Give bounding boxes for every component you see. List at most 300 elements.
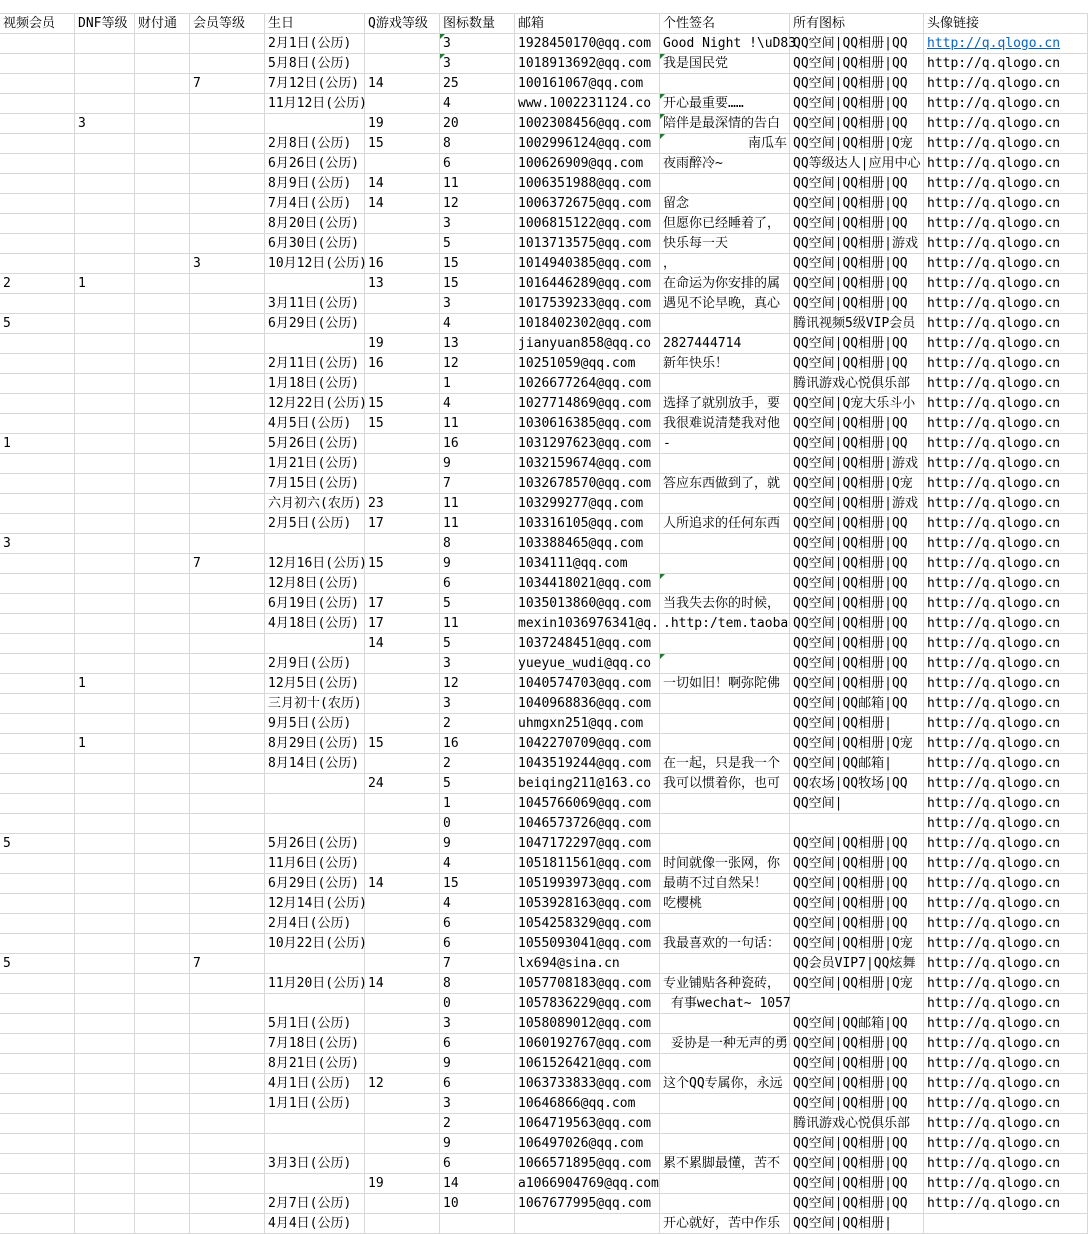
cell-birthday[interactable] [265, 514, 365, 534]
cell-birthday[interactable] [265, 854, 365, 874]
cell-avatar_link[interactable] [924, 974, 1088, 994]
cell-email[interactable] [515, 394, 660, 414]
cell-qgame_level[interactable] [365, 1154, 440, 1174]
cell-tenpay[interactable] [135, 754, 190, 774]
cell-video_member[interactable] [0, 1194, 75, 1214]
cell-video_member[interactable] [0, 1034, 75, 1054]
cell-member_level[interactable] [190, 834, 265, 854]
cell-qgame_level[interactable] [365, 554, 440, 574]
cell-video_member[interactable] [0, 574, 75, 594]
cell-birthday[interactable] [265, 214, 365, 234]
cell-email[interactable] [515, 1114, 660, 1134]
cell-birthday[interactable] [265, 194, 365, 214]
cell-member_level[interactable] [190, 414, 265, 434]
header-cell-qgame_level[interactable]: Q游戏等级 [365, 14, 440, 34]
cell-tenpay[interactable] [135, 894, 190, 914]
cell-tenpay[interactable] [135, 414, 190, 434]
cell-tenpay[interactable] [135, 54, 190, 74]
cell-icon_count[interactable] [440, 974, 515, 994]
cell-email[interactable] [515, 694, 660, 714]
cell-qgame_level[interactable] [365, 474, 440, 494]
cell-tenpay[interactable] [135, 194, 190, 214]
cell-email[interactable] [515, 1174, 660, 1194]
cell-member_level[interactable] [190, 994, 265, 1014]
cell-tenpay[interactable] [135, 314, 190, 334]
cell-tenpay[interactable] [135, 614, 190, 634]
cell-all_icons[interactable] [790, 54, 924, 74]
cell-qgame_level[interactable] [365, 194, 440, 214]
cell-member_level[interactable] [190, 594, 265, 614]
cell-avatar_link[interactable] [924, 514, 1088, 534]
cell-qgame_level[interactable] [365, 934, 440, 954]
cell-signature[interactable] [660, 314, 790, 334]
cell-birthday[interactable] [265, 334, 365, 354]
cell-all_icons[interactable] [790, 1114, 924, 1134]
cell-member_level[interactable] [190, 354, 265, 374]
cell-all_icons[interactable] [790, 434, 924, 454]
cell-member_level[interactable] [190, 654, 265, 674]
cell-all_icons[interactable] [790, 774, 924, 794]
cell-signature[interactable] [660, 734, 790, 754]
cell-avatar_link[interactable] [924, 194, 1088, 214]
cell-birthday[interactable] [265, 134, 365, 154]
cell-birthday[interactable] [265, 374, 365, 394]
cell-dnf_level[interactable] [75, 194, 135, 214]
cell-dnf_level[interactable] [75, 814, 135, 834]
cell-avatar_link[interactable] [924, 1114, 1088, 1134]
cell-email[interactable] [515, 914, 660, 934]
cell-dnf_level[interactable] [75, 1054, 135, 1074]
cell-video_member[interactable] [0, 134, 75, 154]
cell-signature[interactable] [660, 174, 790, 194]
cell-avatar_link[interactable] [924, 1014, 1088, 1034]
cell-tenpay[interactable] [135, 34, 190, 54]
cell-member_level[interactable] [190, 674, 265, 694]
cell-email[interactable] [515, 1034, 660, 1054]
cell-avatar_link[interactable] [924, 834, 1088, 854]
cell-avatar_link[interactable] [924, 674, 1088, 694]
cell-member_level[interactable] [190, 1094, 265, 1114]
cell-video_member[interactable] [0, 694, 75, 714]
cell-tenpay[interactable] [135, 694, 190, 714]
cell-icon_count[interactable] [440, 894, 515, 914]
cell-icon_count[interactable] [440, 234, 515, 254]
cell-dnf_level[interactable] [75, 94, 135, 114]
cell-avatar_link[interactable] [924, 794, 1088, 814]
cell-qgame_level[interactable] [365, 614, 440, 634]
cell-email[interactable] [515, 974, 660, 994]
cell-member_level[interactable] [190, 374, 265, 394]
cell-icon_count[interactable] [440, 994, 515, 1014]
header-cell-birthday[interactable]: 生日 [265, 14, 365, 34]
cell-signature[interactable] [660, 274, 790, 294]
cell-video_member[interactable] [0, 94, 75, 114]
cell-icon_count[interactable] [440, 274, 515, 294]
cell-birthday[interactable] [265, 834, 365, 854]
cell-icon_count[interactable] [440, 394, 515, 414]
cell-avatar_link[interactable] [924, 454, 1088, 474]
cell-video_member[interactable] [0, 734, 75, 754]
cell-avatar_link[interactable] [924, 814, 1088, 834]
cell-tenpay[interactable] [135, 1214, 190, 1234]
cell-member_level[interactable] [190, 1074, 265, 1094]
cell-email[interactable] [515, 154, 660, 174]
cell-dnf_level[interactable] [75, 374, 135, 394]
cell-dnf_level[interactable] [75, 354, 135, 374]
cell-dnf_level[interactable] [75, 574, 135, 594]
cell-email[interactable] [515, 554, 660, 574]
cell-qgame_level[interactable] [365, 1074, 440, 1094]
cell-qgame_level[interactable] [365, 894, 440, 914]
cell-email[interactable] [515, 1194, 660, 1214]
cell-email[interactable] [515, 1094, 660, 1114]
cell-qgame_level[interactable] [365, 1034, 440, 1054]
cell-avatar_link[interactable] [924, 174, 1088, 194]
cell-all_icons[interactable] [790, 694, 924, 714]
cell-member_level[interactable] [190, 1174, 265, 1194]
cell-video_member[interactable] [0, 774, 75, 794]
cell-birthday[interactable] [265, 714, 365, 734]
cell-birthday[interactable] [265, 894, 365, 914]
cell-avatar_link[interactable] [924, 534, 1088, 554]
cell-dnf_level[interactable] [75, 234, 135, 254]
cell-all_icons[interactable] [790, 274, 924, 294]
cell-birthday[interactable] [265, 394, 365, 414]
cell-tenpay[interactable] [135, 1134, 190, 1154]
cell-qgame_level[interactable] [365, 734, 440, 754]
cell-qgame_level[interactable] [365, 94, 440, 114]
cell-member_level[interactable] [190, 854, 265, 874]
cell-member_level[interactable] [190, 514, 265, 534]
header-cell-tenpay[interactable]: 财付通 [135, 14, 190, 34]
cell-video_member[interactable] [0, 494, 75, 514]
cell-qgame_level[interactable] [365, 1194, 440, 1214]
cell-icon_count[interactable] [440, 34, 515, 54]
cell-birthday[interactable] [265, 1114, 365, 1134]
cell-avatar_link[interactable] [924, 54, 1088, 74]
cell-video_member[interactable] [0, 894, 75, 914]
cell-avatar_link[interactable] [924, 254, 1088, 274]
avatar-hyperlink[interactable]: http://q.qlogo.cn [927, 36, 1061, 51]
cell-signature[interactable] [660, 1154, 790, 1174]
cell-all_icons[interactable] [790, 194, 924, 214]
cell-video_member[interactable] [0, 74, 75, 94]
cell-signature[interactable] [660, 634, 790, 654]
cell-signature[interactable] [660, 74, 790, 94]
cell-qgame_level[interactable] [365, 114, 440, 134]
cell-birthday[interactable] [265, 534, 365, 554]
cell-tenpay[interactable] [135, 214, 190, 234]
cell-dnf_level[interactable] [75, 954, 135, 974]
cell-all_icons[interactable] [790, 134, 924, 154]
cell-all_icons[interactable] [790, 74, 924, 94]
cell-all_icons[interactable] [790, 834, 924, 854]
cell-avatar_link[interactable] [924, 74, 1088, 94]
cell-qgame_level[interactable] [365, 454, 440, 474]
cell-email[interactable] [515, 34, 660, 54]
cell-qgame_level[interactable] [365, 174, 440, 194]
cell-email[interactable] [515, 514, 660, 534]
cell-dnf_level[interactable] [75, 854, 135, 874]
cell-avatar_link[interactable] [924, 734, 1088, 754]
cell-icon_count[interactable] [440, 134, 515, 154]
cell-tenpay[interactable] [135, 294, 190, 314]
cell-icon_count[interactable] [440, 1094, 515, 1114]
cell-all_icons[interactable] [790, 734, 924, 754]
cell-qgame_level[interactable] [365, 1134, 440, 1154]
cell-email[interactable] [515, 654, 660, 674]
cell-dnf_level[interactable] [75, 494, 135, 514]
cell-avatar_link[interactable] [924, 754, 1088, 774]
cell-signature[interactable] [660, 814, 790, 834]
cell-member_level[interactable] [190, 214, 265, 234]
cell-signature[interactable] [660, 1014, 790, 1034]
cell-signature[interactable] [660, 1174, 790, 1194]
cell-icon_count[interactable] [440, 714, 515, 734]
cell-signature[interactable] [660, 1194, 790, 1214]
cell-email[interactable] [515, 634, 660, 654]
cell-dnf_level[interactable] [75, 1094, 135, 1114]
cell-qgame_level[interactable] [365, 694, 440, 714]
cell-avatar_link[interactable] [924, 1134, 1088, 1154]
cell-all_icons[interactable] [790, 1094, 924, 1114]
cell-tenpay[interactable] [135, 1154, 190, 1174]
cell-video_member[interactable] [0, 714, 75, 734]
cell-signature[interactable] [660, 154, 790, 174]
cell-video_member[interactable] [0, 974, 75, 994]
cell-email[interactable] [515, 134, 660, 154]
cell-member_level[interactable] [190, 54, 265, 74]
cell-birthday[interactable] [265, 414, 365, 434]
cell-birthday[interactable] [265, 294, 365, 314]
cell-tenpay[interactable] [135, 374, 190, 394]
cell-dnf_level[interactable] [75, 74, 135, 94]
cell-birthday[interactable] [265, 1174, 365, 1194]
cell-signature[interactable] [660, 894, 790, 914]
cell-icon_count[interactable] [440, 1054, 515, 1074]
cell-icon_count[interactable] [440, 814, 515, 834]
cell-avatar_link[interactable] [924, 914, 1088, 934]
cell-member_level[interactable] [190, 1114, 265, 1134]
cell-avatar_link[interactable] [924, 314, 1088, 334]
cell-all_icons[interactable] [790, 314, 924, 334]
cell-video_member[interactable] [0, 194, 75, 214]
cell-email[interactable] [515, 894, 660, 914]
cell-dnf_level[interactable] [75, 1154, 135, 1174]
cell-member_level[interactable] [190, 1194, 265, 1214]
cell-all_icons[interactable] [790, 94, 924, 114]
cell-icon_count[interactable] [440, 374, 515, 394]
cell-email[interactable] [515, 74, 660, 94]
cell-all_icons[interactable] [790, 334, 924, 354]
cell-email[interactable] [515, 254, 660, 274]
cell-icon_count[interactable] [440, 1194, 515, 1214]
cell-avatar_link[interactable] [924, 1054, 1088, 1074]
cell-dnf_level[interactable] [75, 134, 135, 154]
cell-email[interactable] [515, 714, 660, 734]
cell-tenpay[interactable] [135, 794, 190, 814]
cell-all_icons[interactable] [790, 1134, 924, 1154]
cell-video_member[interactable] [0, 314, 75, 334]
cell-member_level[interactable] [190, 954, 265, 974]
cell-dnf_level[interactable] [75, 394, 135, 414]
cell-dnf_level[interactable] [75, 1194, 135, 1214]
cell-qgame_level[interactable] [365, 1054, 440, 1074]
cell-member_level[interactable] [190, 634, 265, 654]
cell-member_level[interactable] [190, 234, 265, 254]
cell-avatar_link[interactable] [924, 894, 1088, 914]
cell-video_member[interactable] [0, 854, 75, 874]
cell-qgame_level[interactable] [365, 914, 440, 934]
cell-signature[interactable] [660, 874, 790, 894]
cell-video_member[interactable] [0, 294, 75, 314]
cell-signature[interactable] [660, 294, 790, 314]
cell-video_member[interactable] [0, 1014, 75, 1034]
cell-birthday[interactable] [265, 594, 365, 614]
cell-video_member[interactable] [0, 374, 75, 394]
cell-signature[interactable] [660, 1134, 790, 1154]
cell-signature[interactable] [660, 434, 790, 454]
cell-all_icons[interactable] [790, 234, 924, 254]
cell-icon_count[interactable] [440, 154, 515, 174]
cell-icon_count[interactable] [440, 334, 515, 354]
cell-all_icons[interactable] [790, 634, 924, 654]
cell-icon_count[interactable] [440, 1134, 515, 1154]
cell-icon_count[interactable] [440, 454, 515, 474]
header-cell-signature[interactable]: 个性签名 [660, 14, 790, 34]
cell-member_level[interactable] [190, 814, 265, 834]
cell-video_member[interactable] [0, 1114, 75, 1134]
cell-all_icons[interactable] [790, 614, 924, 634]
cell-member_level[interactable] [190, 34, 265, 54]
cell-signature[interactable] [660, 1034, 790, 1054]
cell-icon_count[interactable] [440, 54, 515, 74]
cell-avatar_link[interactable] [924, 714, 1088, 734]
cell-tenpay[interactable] [135, 834, 190, 854]
cell-member_level[interactable] [190, 574, 265, 594]
cell-birthday[interactable] [265, 234, 365, 254]
cell-video_member[interactable] [0, 934, 75, 954]
cell-all_icons[interactable] [790, 34, 924, 54]
cell-avatar_link[interactable] [924, 414, 1088, 434]
cell-email[interactable] [515, 434, 660, 454]
cell-dnf_level[interactable] [75, 154, 135, 174]
cell-qgame_level[interactable] [365, 814, 440, 834]
cell-tenpay[interactable] [135, 474, 190, 494]
cell-member_level[interactable] [190, 1134, 265, 1154]
cell-video_member[interactable] [0, 634, 75, 654]
cell-email[interactable] [515, 294, 660, 314]
cell-birthday[interactable] [265, 634, 365, 654]
cell-icon_count[interactable] [440, 94, 515, 114]
cell-member_level[interactable] [190, 314, 265, 334]
cell-signature[interactable] [660, 214, 790, 234]
cell-dnf_level[interactable] [75, 734, 135, 754]
cell-signature[interactable] [660, 114, 790, 134]
cell-email[interactable] [515, 454, 660, 474]
cell-member_level[interactable] [190, 754, 265, 774]
cell-member_level[interactable] [190, 1054, 265, 1074]
cell-avatar_link[interactable] [924, 214, 1088, 234]
cell-tenpay[interactable] [135, 654, 190, 674]
cell-avatar_link[interactable] [924, 294, 1088, 314]
cell-dnf_level[interactable] [75, 314, 135, 334]
cell-birthday[interactable] [265, 114, 365, 134]
cell-email[interactable] [515, 1074, 660, 1094]
cell-all_icons[interactable] [790, 674, 924, 694]
cell-avatar_link[interactable] [924, 154, 1088, 174]
cell-signature[interactable] [660, 674, 790, 694]
cell-qgame_level[interactable] [365, 434, 440, 454]
cell-member_level[interactable] [190, 254, 265, 274]
cell-signature[interactable] [660, 654, 790, 674]
cell-dnf_level[interactable] [75, 334, 135, 354]
cell-tenpay[interactable] [135, 534, 190, 554]
cell-all_icons[interactable] [790, 914, 924, 934]
cell-signature[interactable] [660, 354, 790, 374]
cell-tenpay[interactable] [135, 994, 190, 1014]
cell-member_level[interactable] [190, 1214, 265, 1234]
cell-avatar_link[interactable] [924, 434, 1088, 454]
cell-qgame_level[interactable] [365, 1094, 440, 1114]
cell-signature[interactable] [660, 94, 790, 114]
cell-signature[interactable] [660, 954, 790, 974]
cell-icon_count[interactable] [440, 474, 515, 494]
cell-video_member[interactable] [0, 834, 75, 854]
cell-video_member[interactable] [0, 214, 75, 234]
cell-qgame_level[interactable] [365, 994, 440, 1014]
cell-icon_count[interactable] [440, 1034, 515, 1054]
cell-video_member[interactable] [0, 874, 75, 894]
cell-icon_count[interactable] [440, 514, 515, 534]
cell-birthday[interactable] [265, 454, 365, 474]
cell-member_level[interactable] [190, 74, 265, 94]
cell-icon_count[interactable] [440, 674, 515, 694]
cell-qgame_level[interactable] [365, 954, 440, 974]
cell-birthday[interactable] [265, 814, 365, 834]
cell-birthday[interactable] [265, 154, 365, 174]
cell-email[interactable] [515, 814, 660, 834]
cell-email[interactable] [515, 594, 660, 614]
cell-email[interactable] [515, 274, 660, 294]
cell-birthday[interactable] [265, 1014, 365, 1034]
cell-video_member[interactable] [0, 114, 75, 134]
cell-all_icons[interactable] [790, 1054, 924, 1074]
cell-video_member[interactable] [0, 594, 75, 614]
cell-signature[interactable] [660, 854, 790, 874]
cell-qgame_level[interactable] [365, 1014, 440, 1034]
cell-signature[interactable] [660, 794, 790, 814]
cell-dnf_level[interactable] [75, 1074, 135, 1094]
cell-icon_count[interactable] [440, 174, 515, 194]
cell-icon_count[interactable] [440, 314, 515, 334]
cell-dnf_level[interactable] [75, 54, 135, 74]
cell-email[interactable] [515, 1134, 660, 1154]
cell-birthday[interactable] [265, 1214, 365, 1234]
cell-video_member[interactable] [0, 34, 75, 54]
cell-icon_count[interactable] [440, 774, 515, 794]
cell-dnf_level[interactable] [75, 654, 135, 674]
cell-qgame_level[interactable] [365, 714, 440, 734]
cell-member_level[interactable] [190, 1034, 265, 1054]
cell-tenpay[interactable] [135, 434, 190, 454]
cell-email[interactable] [515, 494, 660, 514]
cell-qgame_level[interactable] [365, 534, 440, 554]
cell-birthday[interactable] [265, 554, 365, 574]
cell-email[interactable] [515, 614, 660, 634]
cell-signature[interactable] [660, 974, 790, 994]
cell-signature[interactable] [660, 474, 790, 494]
